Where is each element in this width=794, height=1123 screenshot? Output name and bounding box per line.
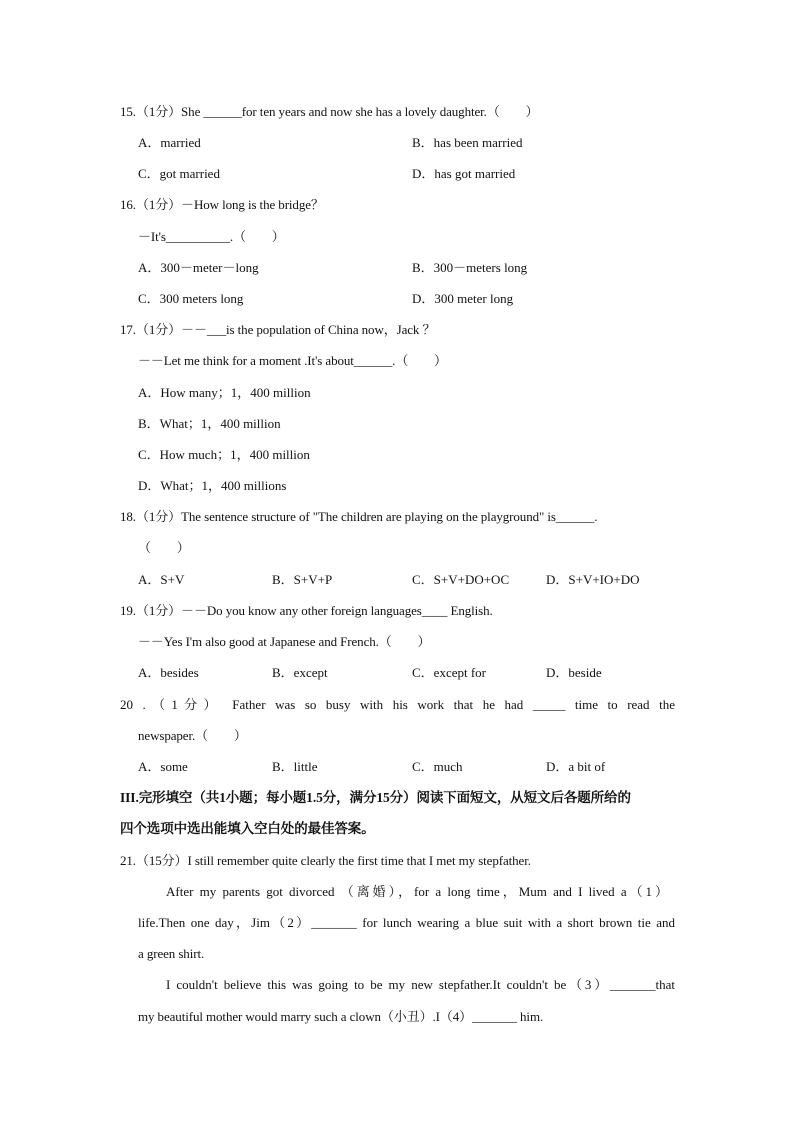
section3-heading-line1: III.完形填空（共1小题；每小题1.5分，满分15分）阅读下面短文，从短文后各题所给的: [120, 790, 631, 805]
q18-option-d: D．S+V+IO+DO: [546, 572, 640, 587]
q16-option-a: A．300－meter－long: [138, 260, 259, 275]
q20-stem: 20 .（1分） Father was so busy with his work that he had _____ time to read the: [120, 697, 675, 712]
q19-option-a: A．besides: [138, 665, 199, 680]
q15-option-a: A．married: [138, 135, 201, 150]
q15-stem: 15.（1分）She ______for ten years and now she has a lovely daughter.（ ）: [120, 104, 539, 119]
q19-line2: －－Yes I'm also good at Japanese and French.（ ）: [138, 634, 431, 649]
q17-stem: 17.（1分）－－___is the population of China now，Jack ？: [120, 322, 436, 337]
q20-option-c: C．much: [412, 759, 463, 774]
q20-option-b: B．little: [272, 759, 318, 774]
q18-option-c: C．S+V+DO+OC: [412, 572, 510, 587]
q16-option-c: C．300 meters long: [138, 291, 244, 306]
q18-stem: 18.（1分）The sentence structure of "The children are playing on the playground" is______.: [120, 509, 598, 524]
q19-stem: 19.（1分）－－Do you know any other foreign languages____ English.: [120, 603, 493, 618]
q21-paragraph1-line3: a green shirt.: [138, 946, 205, 961]
q21-paragraph2-line2: my beautiful mother would marry such a clown（小丑）.I（4）_______ him.: [138, 1009, 544, 1024]
q16-option-b: B．300－meters long: [412, 260, 528, 275]
q20-option-a: A．some: [138, 759, 188, 774]
q15-option-b: B．has been married: [412, 135, 523, 150]
q18-option-b: B．S+V+P: [272, 572, 333, 587]
q18-option-a: A．S+V: [138, 572, 185, 587]
q19-option-c: C．except for: [412, 665, 487, 680]
q18-line2: （ ）: [138, 540, 190, 555]
q20-line2: newspaper.（ ）: [138, 728, 247, 743]
q17-option-b: B．What；1，400 million: [138, 416, 281, 431]
q17-line2: －－Let me think for a moment .It's about______.（ ）: [138, 353, 447, 368]
q16-option-d: D．300 meter long: [412, 291, 514, 306]
q16-stem: 16.（1分）－How long is the bridge？: [120, 197, 324, 212]
q21-paragraph1-line2: life.Then one day，Jim（2）_______ for lunch wearing a blue suit with a short brown tie and: [138, 915, 675, 930]
q15-option-c: C．got married: [138, 166, 220, 181]
q15-option-d: D．has got married: [412, 166, 516, 181]
q19-option-d: D．beside: [546, 665, 602, 680]
q17-option-c: C．How much；1，400 million: [138, 447, 310, 462]
q16-line2: －It's__________.（ ）: [138, 229, 285, 244]
section3-heading-line2: 四个选项中选出能填入空白处的最佳答案。: [120, 821, 375, 836]
q21-paragraph2-line1: I couldn't believe this was going to be my new stepfather.It couldn't be（3）_______that: [166, 977, 675, 992]
q20-option-d: D．a bit of: [546, 759, 606, 774]
q17-option-d: D．What；1，400 millions: [138, 478, 287, 493]
q21-stem: 21.（15分）I still remember quite clearly the first time that I met my stepfather.: [120, 853, 531, 868]
q19-option-b: B．except: [272, 665, 328, 680]
q21-paragraph1-line1: After my parents got divorced （离婚），for a long time，Mum and I lived a（1）: [166, 884, 668, 899]
q17-option-a: A．How many；1，400 million: [138, 385, 311, 400]
